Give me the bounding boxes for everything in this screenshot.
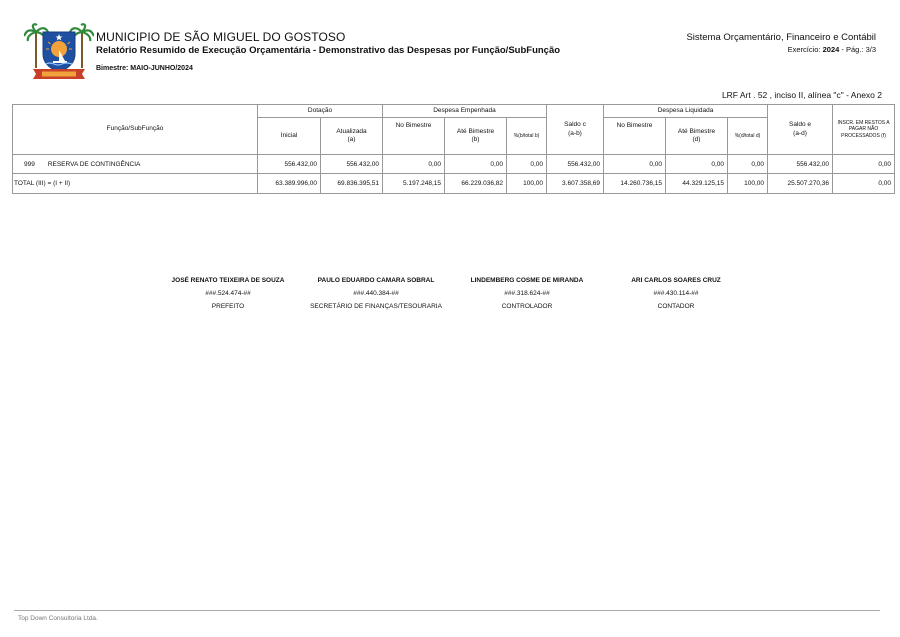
page-number: - Pág.: 3/3 <box>841 45 876 54</box>
funcao-code: 999 <box>24 160 35 168</box>
cell-inscr: 0,00 <box>833 155 895 174</box>
footer-company: Top Down Consultoria Ltda. <box>18 615 98 622</box>
header-dotacao: Dotação <box>258 105 383 118</box>
signature-name: ARI CARLOS SOARES CRUZ <box>631 277 721 284</box>
signature-role: CONTADOR <box>657 303 695 310</box>
header-liq-ate-label: Até Bimestre <box>677 127 716 135</box>
total-label: TOTAL (III) = (I + II) <box>13 174 258 194</box>
total-inscr: 0,00 <box>833 174 895 194</box>
signature-cpf: ###.440.384-## <box>353 290 399 297</box>
exercicio-year: 2024 <box>822 45 840 54</box>
signature-name: PAULO EDUARDO CAMARA SOBRAL <box>317 277 435 284</box>
header-atualizada-label: Atualizada <box>336 127 367 135</box>
funcao-name: RESERVA DE CONTINGÊNCIA <box>47 160 141 168</box>
cell-atualizada: 556.432,00 <box>321 155 383 174</box>
header-emp-ate-label: Até Bimestre <box>456 127 495 135</box>
header-liq-no-bimestre: No Bimestre <box>604 118 666 155</box>
header-emp-ate-sub: (b) <box>471 136 480 143</box>
lrf-reference: LRF Art . 52 , inciso II, alínea "c" - Anexo 2 <box>721 90 882 100</box>
header-despesa-liquidada: Despesa Liquidada <box>604 105 768 118</box>
cell-liq-ate-bimestre: 0,00 <box>666 155 728 174</box>
signature-cpf: ###.430.114-## <box>653 290 699 297</box>
header-saldo-c-sub: (a-b) <box>568 129 582 137</box>
cell-saldo-e: 556.432,00 <box>768 155 833 174</box>
signature-name: LINDEMBERG COSME DE MIRANDA <box>470 277 584 284</box>
total-liq-pct: 100,00 <box>728 174 768 194</box>
total-saldo-c: 3.607.358,69 <box>547 174 604 194</box>
header-despesa-empenhada: Despesa Empenhada <box>383 105 547 118</box>
header-emp-ate-bimestre <box>445 118 507 155</box>
header-saldo-e-sub: (a-d) <box>793 129 807 137</box>
bimestre-label: Bimestre: MAIO-JUNHO/2024 <box>96 65 193 72</box>
report-title: Relatório Resumido de Execução Orçamentária - Demonstrativo das Despesas por Função/SubFunção <box>96 45 561 56</box>
coat-of-arms-logo <box>24 22 94 80</box>
cell-liq-no-bimestre: 0,00 <box>604 155 666 174</box>
signature-role: PREFEITO <box>211 303 245 310</box>
header-emp-no-bimestre: No Bimestre <box>383 118 445 155</box>
cell-liq-pct: 0,00 <box>728 155 768 174</box>
table-row <box>13 155 895 174</box>
header-atualizada <box>321 118 383 155</box>
header-atualizada-sub: (a) <box>347 136 356 143</box>
signature-cpf: ###.318.624-## <box>504 290 550 297</box>
cell-emp-no-bimestre: 0,00 <box>383 155 445 174</box>
total-emp-pct: 100,00 <box>507 174 547 194</box>
total-liq-no-bimestre: 14.260.736,15 <box>604 174 666 194</box>
expenses-table <box>12 104 895 194</box>
signature-name: JOSÉ RENATO TEIXEIRA DE SOUZA <box>171 277 285 284</box>
header-liq-ate-sub: (d) <box>692 136 701 143</box>
cell-emp-pct: 0,00 <box>507 155 547 174</box>
signature-contador <box>586 274 766 313</box>
header-saldo-c <box>547 105 604 155</box>
total-emp-ate-bimestre: 66.229.036,82 <box>445 174 507 194</box>
header-inscr-restos: INSCR. EM RESTOS A PAGAR NÃO PROCESSADOS (f) <box>833 105 895 155</box>
signature-role: SECRETÁRIO DE FINANÇAS/TESOURARIA <box>310 303 442 310</box>
header-saldo-e-label: Saldo e <box>789 121 812 129</box>
header-saldo-c-label: Saldo c <box>564 121 586 129</box>
header-saldo-e <box>768 105 833 155</box>
total-inicial: 63.389.996,00 <box>258 174 321 194</box>
cell-emp-ate-bimestre: 0,00 <box>445 155 507 174</box>
municipality-name: MUNICIPIO DE SÃO MIGUEL DO GOSTOSO <box>96 30 346 44</box>
header-inicial: Inicial <box>258 118 321 155</box>
exercicio-label: Exercício: <box>787 45 821 54</box>
header-liq-pct: %(d/total d) <box>728 118 768 155</box>
total-atualizada: 69.836.395,51 <box>321 174 383 194</box>
total-emp-no-bimestre: 5.197.248,15 <box>383 174 445 194</box>
cell-inicial: 556.432,00 <box>258 155 321 174</box>
system-name: Sistema Orçamentário, Financeiro e Contábil <box>686 32 876 43</box>
exercicio-info <box>788 45 876 54</box>
cell-saldo-c: 556.432,00 <box>547 155 604 174</box>
signature-role: CONTROLADOR <box>501 303 553 310</box>
footer-divider <box>14 610 880 611</box>
total-row <box>13 174 895 194</box>
signature-cpf: ###.524.474-## <box>205 290 251 297</box>
total-liq-ate-bimestre: 44.329.125,15 <box>666 174 728 194</box>
total-saldo-e: 25.507.270,36 <box>768 174 833 194</box>
header-funcao: Função/SubFunção <box>13 105 258 155</box>
header-liq-ate-bimestre <box>666 118 728 155</box>
funcao-cell <box>13 155 258 174</box>
header-emp-pct: %(b/total b) <box>507 118 547 155</box>
